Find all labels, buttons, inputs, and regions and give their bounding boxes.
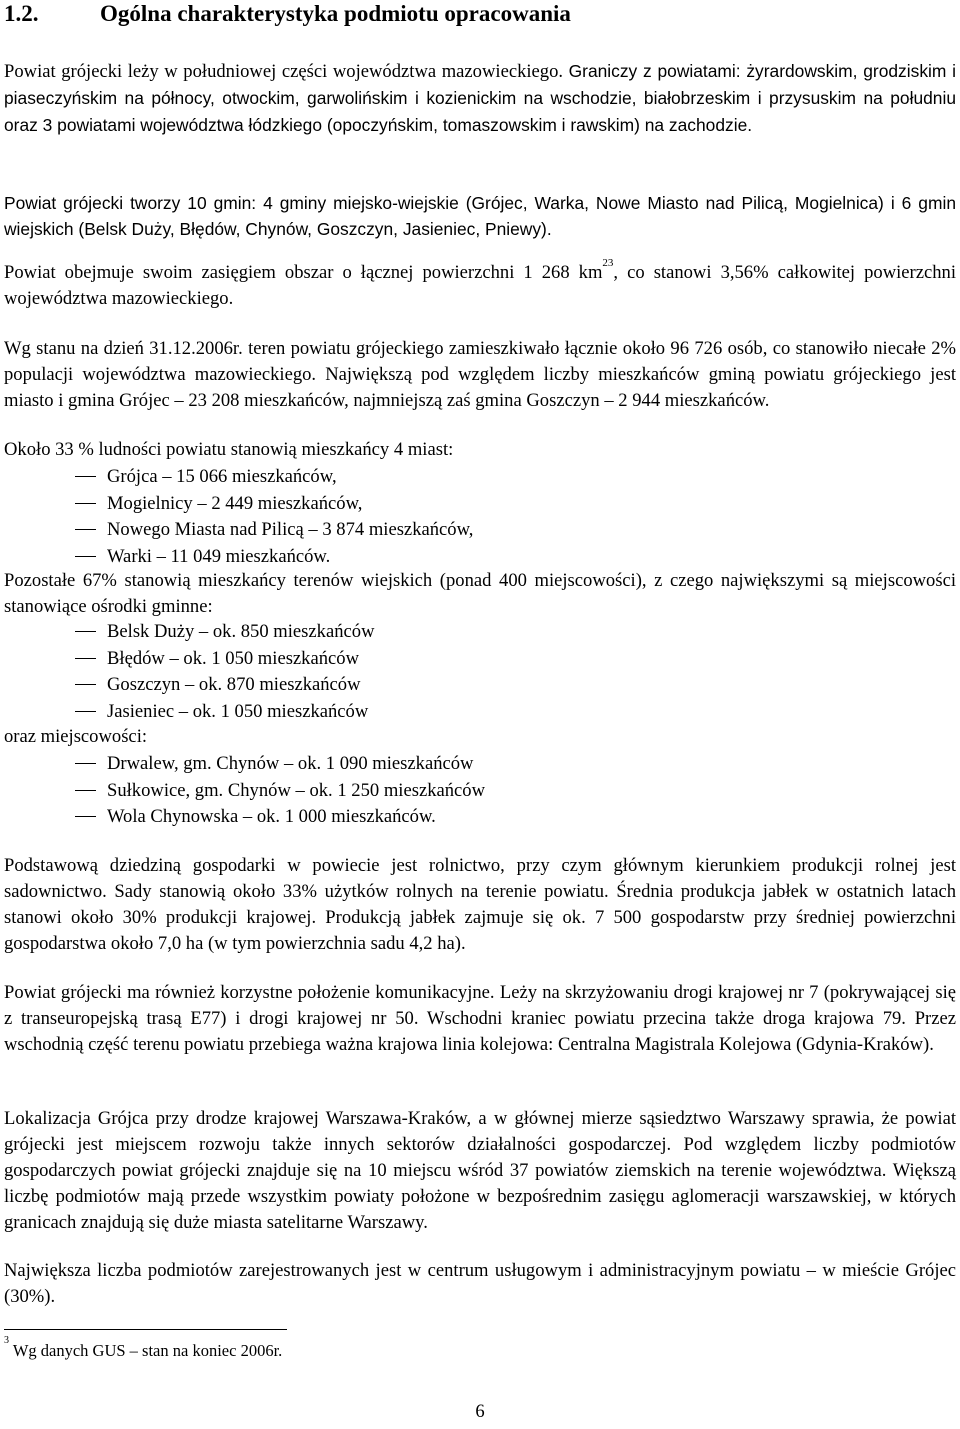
paragraph-registered: Największa liczba podmiotów zarejestrowanych jest w centrum usługowym i administracyjnym powiatu – w mieście Grójec (30%). <box>4 1260 956 1307</box>
cities-intro: Około 33 % ludności powiatu stanowią mieszkańcy 4 miast: <box>4 439 454 460</box>
dash-bullet <box>75 556 96 557</box>
dash-bullet <box>75 476 96 477</box>
list-item <box>4 778 485 805</box>
dash-bullet <box>75 684 96 685</box>
borders-sentence: Graniczy z powiatami: żyrardowskim, grodziskim i piaseczyńskim na północy, otwockim, garwolińskim i kozienickim na wschodzie, białobrzeskim i przysuskim na południu oraz 3 powiatami województwa łódzkiego (opoczyńskim, tomaszowskim i rawskim) na zachodzie. <box>4 61 956 135</box>
list-item <box>4 699 375 726</box>
location-sentence: Powiat grójecki leży w południowej części województwa mazowieckiego. <box>4 61 569 82</box>
list-item <box>4 619 375 646</box>
list-item <box>4 491 473 518</box>
list-item-text: Drwalew, gm. Chynów – ok. 1 090 mieszkańców <box>107 753 474 774</box>
list-item <box>4 544 473 571</box>
dash-bullet <box>75 763 96 764</box>
list-item-text: Warki – 11 049 mieszkańców. <box>107 545 331 567</box>
page-number: 6 <box>475 1401 485 1422</box>
list-item-text: Goszczyn – ok. 870 mieszkańców <box>107 674 361 695</box>
paragraph-rural: Pozostałe 67% stanowią mieszkańcy terenów wiejskich (ponad 400 miejscowości), z czego największymi są miejscowości stanowiące ośrodki gminne: <box>4 570 956 617</box>
footnote-separator <box>4 1329 287 1330</box>
list-item-text: Wola Chynowska – ok. 1 000 mieszkańców. <box>107 806 436 827</box>
dash-bullet <box>75 503 96 504</box>
paragraph-transport: Powiat grójecki ma również korzystne położenie komunikacyjne. Leży na skrzyżowaniu drogi krajowej nr 7 (pokrywającej się z transeuropejską trasą E77) i drogi krajowej nr 50. Wschodni kraniec powiatu przecina także droga krajowa 79. Przez wschodnią część terenu powiatu przebiega ważna krajowa linia kolejowa: Centralna Magistrala Kolejowa (Gdynia-Kraków). <box>4 982 956 1055</box>
section-title: Ogólna charakterystyka podmiotu opracowania <box>100 1 571 26</box>
list-item-text: Sułkowice, gm. Chynów – ok. 1 250 mieszkańców <box>107 779 486 801</box>
paragraph-population: Wg stanu na dzień 31.12.2006r. teren powiatu grójeckiego zamieszkiwało łącznie około 96 726 osób, co stanowiło niecałe 2% populacji województwa mazowieckiego. Największą pod względem liczby mieszkańców gminą powiatu grójeckiego jest miasto i gmina Grójec – 23 208 mieszkańców, najmniejszą zaś gmina Goszczyn – 2 944 mieszkańców. <box>4 338 956 411</box>
section-heading <box>4 0 571 28</box>
dash-bullet <box>75 816 96 817</box>
villages-intro: oraz miejscowości: <box>4 726 148 747</box>
dash-bullet <box>75 658 96 659</box>
section-number: 1.2. <box>4 1 39 26</box>
list-item <box>4 804 485 831</box>
villages-list <box>4 751 485 831</box>
dash-bullet <box>75 529 96 530</box>
list-item-text: Grójca – 15 066 mieszkańców, <box>107 466 337 487</box>
paragraph-area <box>4 257 957 312</box>
paragraph-gminas: Powiat grójecki tworzy 10 gmin: 4 gminy miejsko-wiejskie (Grójec, Warka, Nowe Miasto nad Pilicą, Mogielnica) i 6 gmin wiejskich (Belsk Duży, Błędów, Chynów, Goszczyn, Jasieniec, Pniewy). <box>4 193 956 239</box>
list-item-text: Jasieniec – ok. 1 050 mieszkańców <box>107 700 369 722</box>
footnote-ref: 23 <box>602 257 614 269</box>
list-item <box>4 517 473 544</box>
dash-bullet <box>75 711 96 712</box>
dash-bullet <box>75 790 96 791</box>
paragraph-business: Lokalizacja Grójca przy drodze krajowej Warszawa-Kraków, a w głównej mierze sąsiedztwo Warszawy sprawia, że powiat grójecki jest miejscem rozwoju także innych sektorów działalności gospodarczej. Pod względem liczby podmiotów gospodarczych powiat grójecki znajduje się na 10 miejscu wśród 37 powiatów ziemskich na terenie województwa. Większą liczbę podmiotów mają przede wszystkim powiaty położone w bezpośrednim zasięgu aglomeracji warszawskiej, w których granicach znajdują się duże miasta satelitarne Warszawy. <box>4 1108 956 1233</box>
list-item <box>4 464 473 491</box>
paragraph-location <box>4 58 956 139</box>
footnote-mark: 3 <box>4 1335 9 1346</box>
area-text-end: , co stanowi 3,56% całkowitej powierzchni województwa mazowieckiego. <box>4 262 957 309</box>
footnote-text: Wg danych GUS – stan na koniec 2006r. <box>9 1341 283 1360</box>
paragraph-economy: Podstawową dziedziną gospodarki w powiecie jest rolnictwo, przy czym głównym kierunkiem produkcji rolnej jest sadownictwo. Sady stanowią około 33% użytków rolnych na terenie powiatu. Średnia produkcja jabłek w ostatnich latach stanowi około 30% produkcji krajowej. Produkcją jabłek zajmuje się ok. 7 500 gospodarstw przy średniej powierzchni gospodarstwa około 7,0 ha (w tym powierzchnia sadu 4,2 ha). <box>4 855 956 954</box>
cities-list <box>4 464 473 570</box>
list-item <box>4 751 485 778</box>
list-item-text: Belsk Duży – ok. 850 mieszkańców <box>107 621 375 642</box>
area-text: Powiat obejmuje swoim zasięgiem obszar o łącznej powierzchni 1 268 km <box>4 262 603 283</box>
list-item-text: Błędów – ok. 1 050 mieszkańców <box>107 647 360 669</box>
footnote <box>4 1335 283 1364</box>
list-item <box>4 672 375 699</box>
centers-list <box>4 619 375 725</box>
list-item-text: Nowego Miasta nad Pilicą – 3 874 mieszkańców, <box>107 519 474 540</box>
dash-bullet <box>75 631 96 632</box>
list-item-text: Mogielnicy – 2 449 mieszkańców, <box>107 492 363 514</box>
list-item <box>4 646 375 673</box>
